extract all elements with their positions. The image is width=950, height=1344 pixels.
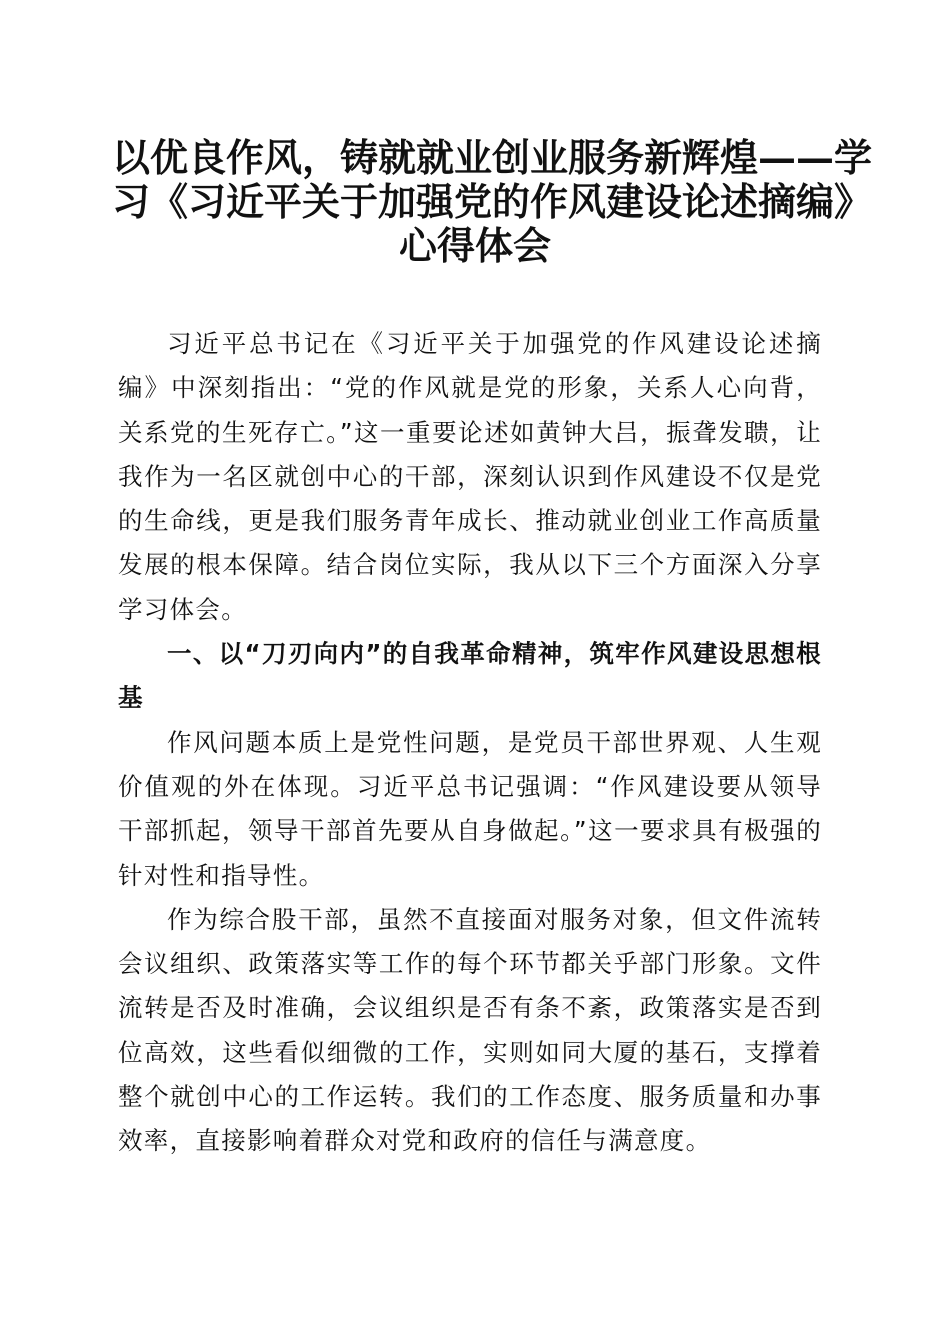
title-line-1: 以优良作风，铸就就业创业服务新辉煌——学 (112, 135, 873, 180)
title-line-2: 习《习近平关于加强党的作风建设论述摘编》 (112, 179, 873, 224)
intro-paragraph: 习近平总书记在《习近平关于加强党的作风建设论述摘编》中深刻指出：“党的作风就是党的形象，关系人心向背，关系党的生死存亡。”这一重要论述如黄钟大吕，振聋发聩，让我作为一名区就创中心的干部，深刻认识到作风建设不仅是党的生命线，更是我们服务青年成长、推动就业创业工作高质量发展的根本保障。结合岗位实际，我从以下三个方面深入分享学习体会。 (118, 329, 822, 624)
section-heading-1: 一、以“刀刃向内”的自我革命精神，筑牢作风建设思想根基 (118, 639, 822, 713)
document-title (112, 135, 873, 268)
title-line-3: 心得体会 (398, 223, 551, 268)
body-paragraph: 作风问题本质上是党性问题，是党员干部世界观、人生观价值观的外在体现。习近平总书记强调：“作风建设要从领导干部抓起，领导干部首先要从自身做起。”这一要求具有极强的针对性和指导性。 (118, 727, 822, 890)
document-body (118, 322, 822, 1164)
body-paragraph: 作为综合股干部，虽然不直接面对服务对象，但文件流转会议组织、政策落实等工作的每个环节都关乎部门形象。文件流转是否及时准确，会议组织是否有条不紊，政策落实是否到位高效，这些看似细微的工作，实则如同大厦的基石，支撑着整个就创中心的工作运转。我们的工作态度、服务质量和办事效率，直接影响着群众对党和政府的信任与满意度。 (118, 904, 822, 1156)
